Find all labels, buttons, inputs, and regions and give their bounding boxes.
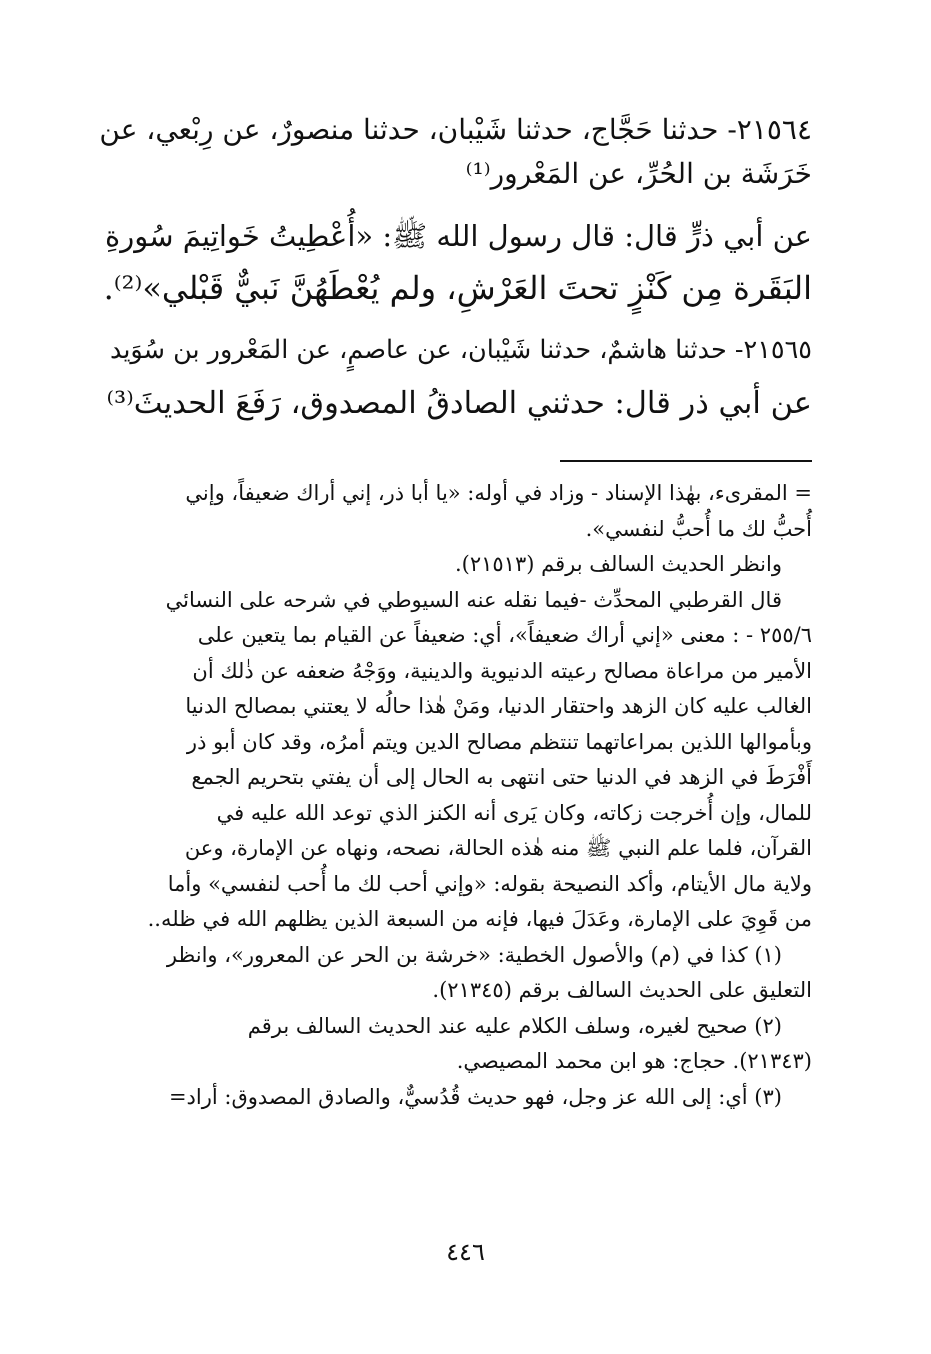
footnote-1-line: التعليق على الحديث السالف برقم (٢١٣٤٥). <box>432 978 812 1002</box>
footnote-continuation-line: = المقرىء، بهٰذا الإسناد - وزاد في أوله: «يا أبا ذر، إني أراك ضعيفاً، وإني <box>185 481 812 505</box>
footnote-continuation-line: أُحبُّ لك ما أُحبُّ لنفسي». <box>585 516 812 541</box>
footnote-2-line: (٢) صحيح لغيره، وسلف الكلام عليه عند الحديث السالف برقم <box>247 1013 782 1038</box>
hadith-21565-isnad-line: ٢١٥٦٥- حدثنا هاشمٌ، حدثنا شَيْبان، عن عاصمٍ، عن المَعْرور بن سُوَيد <box>109 335 812 365</box>
book-page <box>100 108 812 1115</box>
page-number: ٤٤٦ <box>446 1238 485 1266</box>
qurtubi-commentary-line: ٢٥٥/٦ - : معنى «إني أراك ضعيفاً»، أي: ضعيفاً عن القيام بما يتعين على <box>197 623 812 647</box>
qurtubi-commentary-line: الغالب عليه كان الزهد واحتقار الدنيا، ومَنْ هٰذا حالُه لا يعتني بمصالح الدنيا <box>185 694 812 718</box>
qurtubi-commentary-line: وبأموالها اللذين بمراعاتهما تنتظم مصالح الدين ويتم أمرُه، وقد كان أبو ذر <box>186 729 812 754</box>
qurtubi-commentary-line: الأمير من مراعاة مصالح رعيته الدنيوية والدينية، ووَجْهُ ضعفه عن ذٰلك أن <box>192 658 812 683</box>
qurtubi-commentary-line: قال القرطبي المحدِّث -فيما نقله عنه السيوطي في شرحه على النسائي <box>165 587 782 612</box>
footnote-separator <box>560 460 812 462</box>
qurtubi-commentary-line: القرآن، فلما علم النبي ﷺ منه هٰذه الحالة، نصحه، ونهاه عن الإمارة، وعن <box>184 836 812 860</box>
footnote-3-line: (٣) أي: إلى الله عز وجل، فهو حديث قُدُسيٌّ، والصادق المصدوق: أراد= <box>168 1084 782 1109</box>
qurtubi-commentary-line: للمال، وإن أُخرجت زكاته، وكان يَرى أنه الكنز الذي توعد الله عليه في <box>216 800 812 825</box>
hadith-21564-matn-line-1: عن أبي ذرٍّ قال: قال رسول الله ﷺ: «أُعْطِيتُ خَواتِيمَ سُورةِ <box>105 219 812 253</box>
footnote-continuation-line: وانظر الحديث السالف برقم (٢١٥١٣). <box>454 552 782 576</box>
footnote-1-line: (١) كذا في (م) والأصول الخطية: «خرشة بن الحر عن المعرور»، وانظر <box>166 942 782 967</box>
hadith-21565-matn-line: عن أبي ذر قال: حدثني الصادقُ المصدوق، رَفَعَ الحديثَ⁽³⁾ <box>106 386 812 421</box>
hadith-21564-matn-line-2: البَقَرة مِن كَنْزٍ تحتَ العَرْشِ، ولم يُعْطَهُنَّ نَبيٌّ قَبْلي»⁽²⁾. <box>103 269 812 307</box>
qurtubi-commentary-line: من قَوِيَ على الإمارة، وعَدَلَ فيها، فإنه من السبعة الذين يظلهم الله في ظله.. <box>147 907 812 931</box>
hadith-21564-isnad-line-1: ٢١٥٦٤- حدثنا حَجَّاج، حدثنا شَيْبان، حدثنا منصورٌ، عن رِبْعي، عن <box>99 113 812 146</box>
hadith-21564-isnad-line-2: خَرَشَة بن الحُرِّ، عن المَعْرور⁽¹⁾ <box>465 157 812 190</box>
qurtubi-commentary-line: ولاية مال الأيتام، وأكد النصيحة بقوله: «وإني أحب لك ما أُحب لنفسي» وأما <box>167 871 812 896</box>
qurtubi-commentary-line: أَفْرَطَ في الزهد في الدنيا حتى انتهى به الحال إلى أن يفتي بتحريم الجمع <box>191 765 812 789</box>
footnote-2-line: (٢١٣٤٣). حجاج: هو ابن محمد المصيصي. <box>456 1049 812 1073</box>
